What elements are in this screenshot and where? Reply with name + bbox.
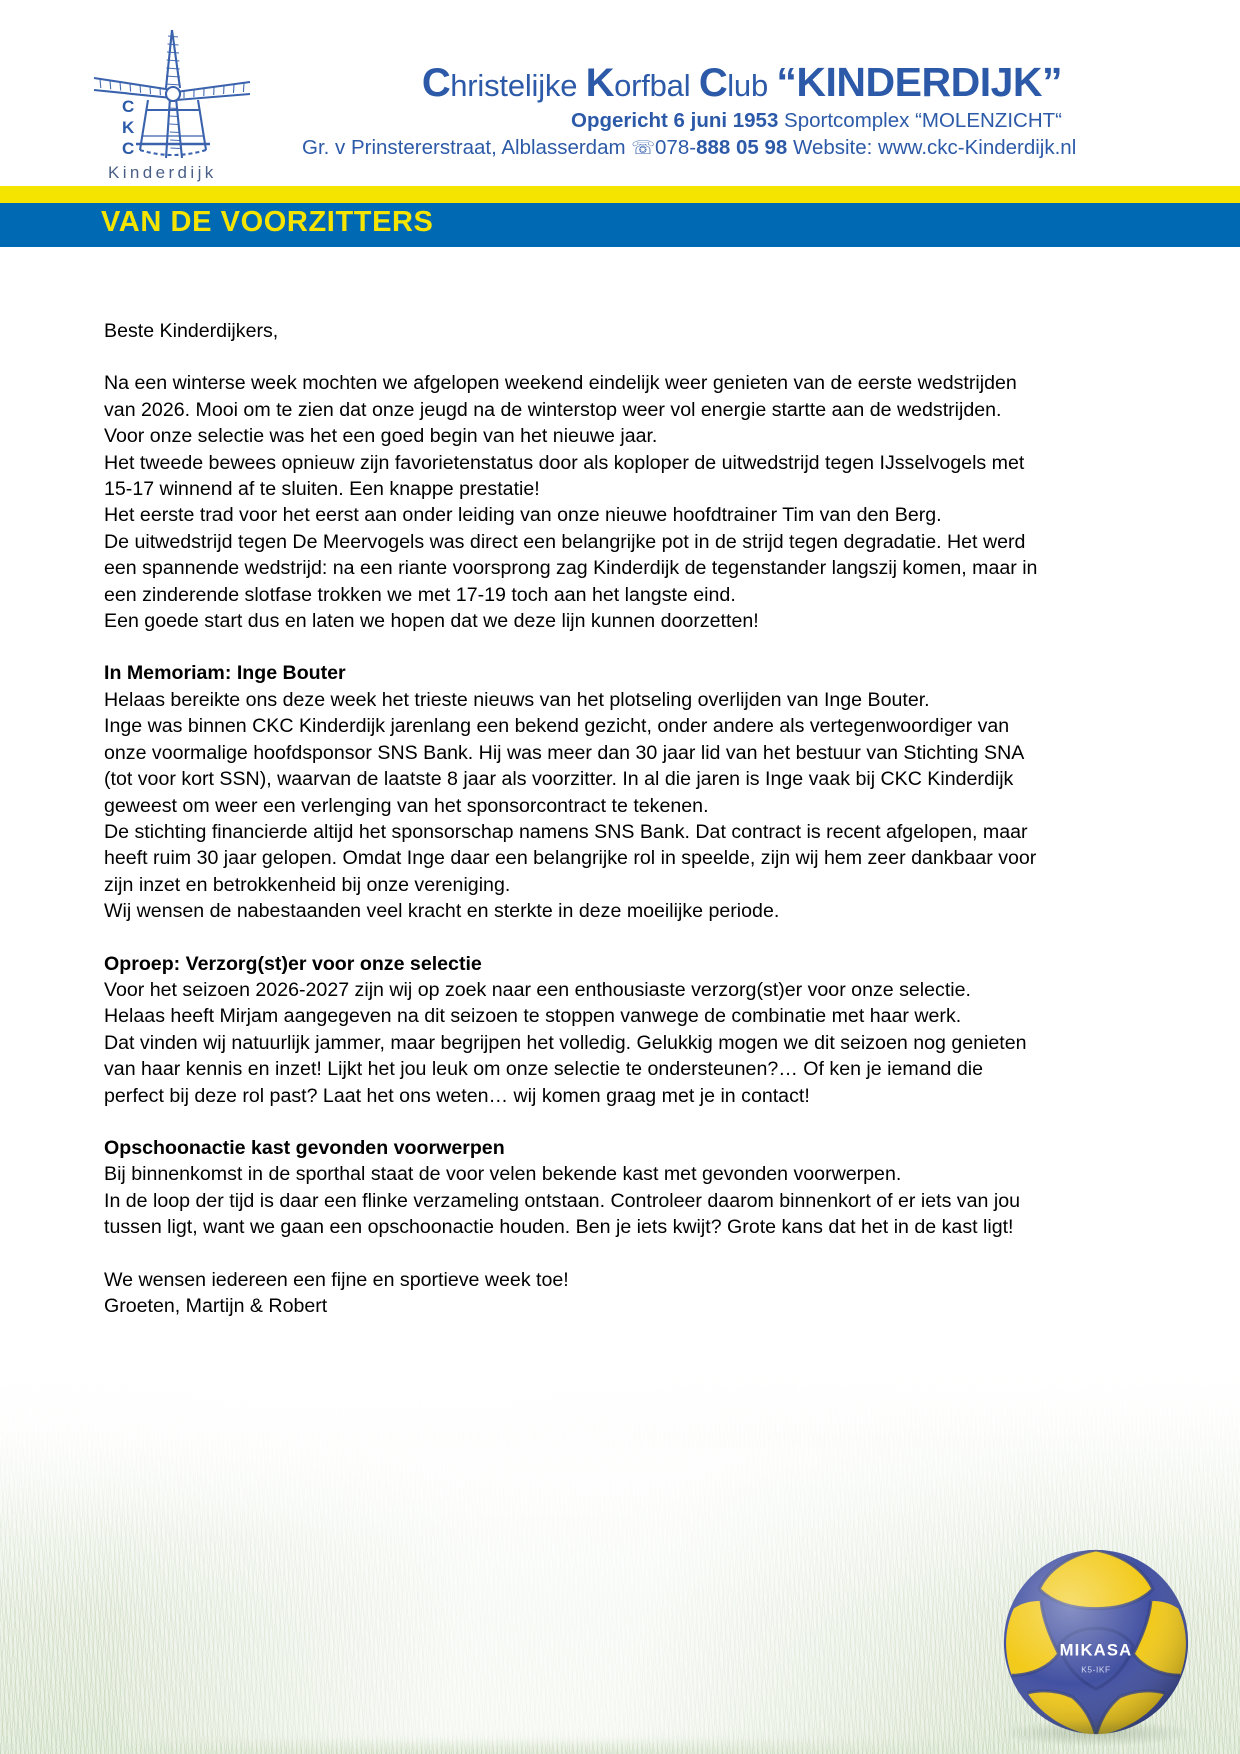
section-heading-oproep: Oproep: Verzorg(st)er voor onze selectie <box>104 952 482 975</box>
website-label: Website: www.ckc-Kinderdijk.nl <box>787 135 1077 159</box>
logo-wordmark: Kinderdijk <box>108 163 217 182</box>
oproep-line-0: Voor het seizoen 2026-2027 zijn wij op zoek naar een enthousiaste verzorg(st)er voor onze selectie. <box>104 978 971 1001</box>
intro-line-2: Het tweede bewees opnieuw zijn favorietenstatus door als koploper de uitwedstrijd tegen IJsselvogels met 15-17 winnend af te sluiten. Een knappe prestatie! <box>104 451 1025 501</box>
address-street: Gr. v Prinstererstraat, Alblasserdam <box>302 135 632 159</box>
opschoonactie-line-0: Bij binnenkomst in de sporthal staat de voor velen bekende kast met gevonden voorwerpen. <box>104 1163 902 1186</box>
letterhead <box>0 0 1240 186</box>
title-part-3: orfbal <box>614 68 699 103</box>
ckc-initial-c2: C <box>122 139 135 158</box>
ckc-initial-k: K <box>122 118 135 137</box>
spacer <box>104 1241 1044 1267</box>
oproep-line-2: Dat vinden wij natuurlijk jammer, maar begrijpen het volledig. Gelukkig mogen we dit seizoen nog genieten van haar kennis en inzet! Lijkt het jou leuk om onze selectie te ondersteunen?… Of ken je iemand die perfect bij deze rol past? Laat het ons weten… wij komen graag met je in contact! <box>104 1031 1027 1107</box>
intro-line-3: Het eerste trad voor het eerst aan onder leiding van onze nieuwe hoofdtrainer Tim van den Berg. <box>104 504 942 527</box>
in-memoriam-line-1: Inge was binnen CKC Kinderdijk jarenlang een bekend gezicht, onder andere als vertegenwoordiger van onze voormalige hoofdsponsor SNS Bank. Hij was meer dan 30 jaar lid van het bestuur van Stichting SNA (tot voor kort SSN), waarvan de laatste 8 jaar als voorzitter. In al die jaren is Inge vaak bij CKC Kinderdijk geweest om weer een verlenging van het sponsorcontract te tekenen. <box>104 715 1024 817</box>
phone-prefix: 078- <box>655 135 697 159</box>
closing-line-0: We wensen iedereen een fijne en sportieve week toe! <box>104 1268 569 1291</box>
korfball-svg <box>998 1544 1194 1740</box>
phone-number: 888 05 98 <box>696 135 788 159</box>
korfball-icon <box>998 1544 1194 1740</box>
title-part-4: C <box>698 61 728 105</box>
masthead <box>302 59 1077 159</box>
yellow-divider-bar <box>0 186 1240 203</box>
banner-title: VAN DE VOORZITTERS <box>101 206 434 238</box>
windmill-icon <box>88 18 258 168</box>
section-heading-opschoonactie: Opschoonactie kast gevonden voorwerpen <box>104 1136 505 1159</box>
title-part-1: hristelijke <box>450 68 586 103</box>
oproep-line-1: Helaas heeft Mirjam aangegeven na dit seizoen te stoppen vanwege de combinatie met haar werk. <box>104 1005 962 1028</box>
letter-body <box>104 318 1044 1319</box>
telephone-icon: ☏ <box>631 137 656 159</box>
founded-line <box>302 109 1062 133</box>
title-part-5: lub <box>727 68 777 103</box>
founded-bold: Opgericht 6 juni 1953 <box>571 109 779 132</box>
address-line <box>302 135 1077 160</box>
club-logo <box>82 18 262 180</box>
section-heading-in-memoriam: In Memoriam: Inge Bouter <box>104 662 346 685</box>
ball-shadow <box>1002 1720 1192 1746</box>
club-title <box>302 59 1062 105</box>
title-part-0: C <box>421 61 451 105</box>
intro-line-1: Voor onze selectie was het een goed begin van het nieuwe jaar. <box>104 425 658 448</box>
intro-line-5: Een goede start dus en laten we hopen dat we deze lijn kunnen doorzetten! <box>104 610 759 633</box>
closing-line-1: Groeten, Martijn & Robert <box>104 1295 328 1317</box>
in-memoriam-line-3: Wij wensen de nabestaanden veel kracht en sterkte in deze moeilijke periode. <box>104 900 780 923</box>
spacer <box>104 925 1044 951</box>
ckc-initials <box>122 96 134 159</box>
intro-line-4: De uitwedstrijd tegen De Meervogels was direct een belangrijke pot in de strijd tegen degradatie. Het werd een spannende wedstrijd: na een riante voorsprong zag Kinderdijk de tegenstander langszij komen, maar in een zinderende slotfase trokken we met 17-19 toch aan het langste eind. <box>104 530 1038 606</box>
in-memoriam-line-2: De stichting financierde altijd het sponsorschap namens SNS Bank. Dat contract is recent afgelopen, maar heeft ruim 30 jaar gelopen. Omdat Inge daar een belangrijke rol in speelde, zijn wij hem zeer dankbaar voor zijn inzet en betrokkenheid bij onze vereniging. <box>104 820 1037 896</box>
ckc-initial-c1: C <box>122 97 135 116</box>
spacer <box>104 1109 1044 1135</box>
opschoonactie-line-1: In de loop der tijd is daar een flinke verzameling ontstaan. Controleer daarom binnenkort of er iets van jou tussen ligt, want we gaan een opschoonactie houden. Ben je iets kwijt? Grote kans dat het in de kast ligt! <box>104 1189 1020 1239</box>
title-part-6: “KINDERDIJK” <box>776 59 1062 105</box>
intro-line-0: Na een winterse week mochten we afgelopen weekend eindelijk weer genieten van de eerste wedstrijden van 2026. Mooi om te zien dat onze jeugd na de winterstop weer vol energie startte aan de wedstrijden. <box>104 372 1017 421</box>
spacer <box>104 344 1044 370</box>
title-part-2: K <box>585 61 615 105</box>
salutation: Beste Kinderdijkers, <box>104 320 279 342</box>
in-memoriam-line-0: Helaas bereikte ons deze week het trieste nieuws van het plotseling overlijden van Inge Bouter. <box>104 688 930 711</box>
founded-rest: Sportcomplex “MOLENZICHT“ <box>778 109 1062 132</box>
spacer <box>104 634 1044 660</box>
